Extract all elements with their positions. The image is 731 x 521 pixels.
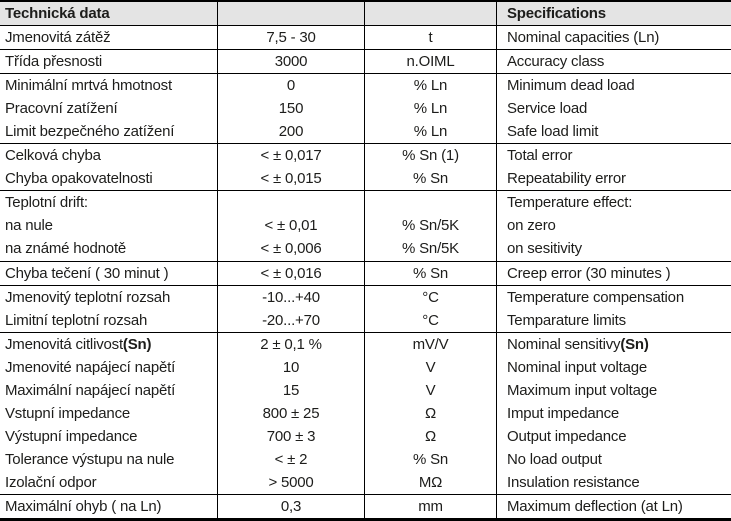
table-row (0, 495, 731, 518)
value-cell: 7,5 - 30 (218, 26, 365, 49)
unit-cell: % Sn/5K (365, 237, 497, 260)
unit-cell: °C (365, 309, 497, 332)
english-label-cell: Nominal capacities (Ln) (507, 29, 660, 47)
table-row (0, 402, 731, 425)
unit-cell: MΩ (365, 471, 497, 494)
table-row (0, 448, 731, 471)
value-cell: -20...+70 (218, 309, 365, 332)
table-row (0, 262, 731, 286)
czech-label-cell: Jmenovitý teplotní rozsah (0, 286, 218, 309)
table-row (0, 144, 731, 167)
table-row (0, 214, 731, 237)
table-row (0, 191, 731, 214)
english-label-cell: Temparature limits (507, 311, 626, 329)
czech-label-cell: Maximální ohyb ( na Ln) (0, 495, 218, 518)
value-cell: < ± 0,015 (218, 167, 365, 190)
english-label-cell: Maximum deflection (at Ln) (507, 498, 683, 515)
value-cell: < ± 0,016 (218, 262, 365, 285)
value-cell: 700 ± 3 (218, 425, 365, 448)
value-cell (218, 191, 365, 214)
czech-label-cell: na známé hodnotě (0, 237, 218, 260)
czech-label-cell: Výstupní impedance (0, 425, 218, 448)
english-label-cell: on sesitivity (507, 240, 582, 258)
czech-label-cell: Tolerance výstupu na nule (0, 448, 218, 471)
unit-cell: n.OIML (365, 50, 497, 73)
english-label-cell: Maximum input voltage (507, 381, 658, 399)
english-label-cell: Nominal input voltage (507, 358, 648, 376)
value-cell: 2 ± 0,1 % (218, 333, 365, 356)
english-header-cell (497, 2, 731, 25)
unit-cell (365, 191, 497, 214)
english-label-cell: Temperature effect: (507, 194, 633, 212)
czech-label-cell: Jmenovité napájecí napětí (0, 356, 218, 379)
table-row (0, 356, 731, 379)
value-cell: 150 (218, 97, 365, 120)
czech-label-cell: Teplotní drift: (0, 191, 218, 214)
unit-cell: % Sn (365, 262, 497, 285)
czech-label-cell: na nule (0, 214, 218, 237)
unit-cell: % Ln (365, 120, 497, 143)
table-row (0, 309, 731, 333)
english-label-cell: Insulation resistance (507, 473, 640, 491)
czech-label-cell: Třída přesnosti (0, 50, 218, 73)
table-row (0, 97, 731, 120)
czech-label-cell: Minimální mrtvá hmotnost (0, 74, 218, 97)
table-row (0, 471, 731, 495)
table-row (0, 425, 731, 448)
czech-header-label: Technická data (5, 5, 110, 23)
unit-cell: V (365, 356, 497, 379)
czech-label-cell: Vstupní impedance (0, 402, 218, 425)
english-label-cell: Safe load limit (507, 123, 599, 141)
value-cell: 10 (218, 356, 365, 379)
table-row (0, 379, 731, 402)
unit-cell: % Ln (365, 74, 497, 97)
table-row (0, 167, 731, 191)
english-label-cell: Repeatability error (507, 170, 626, 188)
english-header-label: Specifications (507, 5, 606, 23)
table-row (0, 237, 731, 261)
value-cell: 3000 (218, 50, 365, 73)
czech-label-cell: Limitní teplotní rozsah (0, 309, 218, 332)
table-row (0, 333, 731, 356)
czech-label-cell: Limit bezpečného zatížení (0, 120, 218, 143)
value-cell: 800 ± 25 (218, 402, 365, 425)
czech-label-cell: Izolační odpor (0, 471, 218, 494)
czech-header-cell (0, 2, 218, 25)
unit-cell: % Sn (1) (365, 144, 497, 167)
value-cell: < ± 0,017 (218, 144, 365, 167)
unit-cell: % Sn (365, 167, 497, 190)
english-label-cell: No load output (507, 450, 602, 468)
unit-cell: °C (365, 286, 497, 309)
table-row (0, 74, 731, 97)
value-cell: < ± 0,01 (218, 214, 365, 237)
czech-label-cell: Chyba opakovatelnosti (0, 167, 218, 190)
value-cell: 0 (218, 74, 365, 97)
english-label-cell: Creep error (30 minutes ) (507, 264, 671, 282)
unit-cell: t (365, 26, 497, 49)
unit-cell: Ω (365, 425, 497, 448)
table-header-row (0, 2, 731, 26)
unit-cell: Ω (365, 402, 497, 425)
unit-cell: % Ln (365, 97, 497, 120)
unit-cell: % Sn/5K (365, 214, 497, 237)
unit-header-cell (365, 2, 497, 25)
czech-label-cell: Celková chyba (0, 144, 218, 167)
unit-cell: mV/V (365, 333, 497, 356)
table-row (0, 286, 731, 309)
english-label-cell: Minimum dead load (507, 77, 635, 95)
unit-cell: V (365, 379, 497, 402)
value-header-cell (218, 2, 365, 25)
english-label-cell: Temperature compensation (507, 288, 684, 306)
table-row (0, 26, 731, 50)
value-cell: 0,3 (218, 495, 365, 518)
english-label-cell: Accuracy class (507, 53, 605, 71)
value-cell: 15 (218, 379, 365, 402)
czech-label-cell: Jmenovitá zátěž (0, 26, 218, 49)
czech-label-cell: Maximální napájecí napětí (0, 379, 218, 402)
english-label-cell: Imput impedance (507, 404, 620, 422)
value-cell: 200 (218, 120, 365, 143)
czech-label-cell: Pracovní zatížení (0, 97, 218, 120)
value-cell: > 5000 (218, 471, 365, 494)
english-label-cell: Total error (507, 147, 573, 165)
czech-label-cell: Jmenovitá citlivost (Sn) (0, 333, 218, 356)
value-cell: -10...+40 (218, 286, 365, 309)
english-label-cell: Service load (507, 100, 588, 118)
english-label-cell: Output impedance (507, 427, 627, 445)
table-row (0, 120, 731, 144)
table-row (0, 50, 731, 74)
value-cell: < ± 0,006 (218, 237, 365, 260)
unit-cell: mm (365, 495, 497, 518)
czech-label-cell: Chyba tečení ( 30 minut ) (0, 262, 218, 285)
english-label-cell: Nominal sensitivy (Sn) (507, 335, 649, 353)
value-cell: < ± 2 (218, 448, 365, 471)
unit-cell: % Sn (365, 448, 497, 471)
english-label-cell: on zero (507, 217, 556, 235)
